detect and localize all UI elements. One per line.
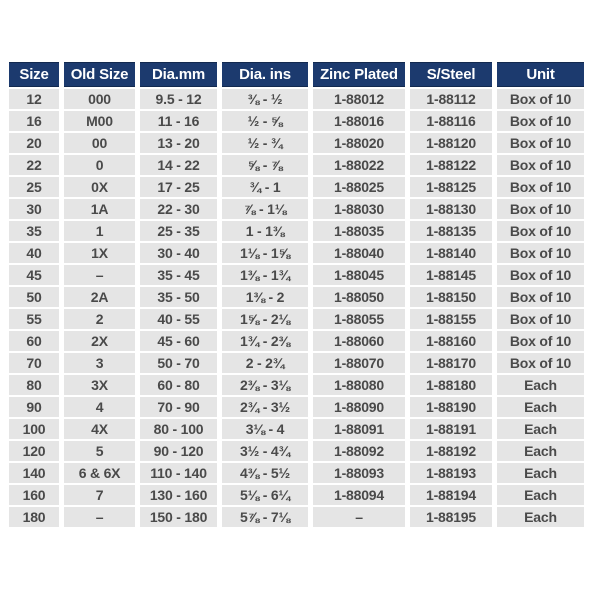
table-cell: 5⅞ - 7⅛ <box>222 507 308 527</box>
table-cell: 80 <box>9 375 59 395</box>
table-cell: Each <box>497 441 584 461</box>
table-cell: 1¾ - 2⅜ <box>222 331 308 351</box>
table-cell: 1-88125 <box>410 177 492 197</box>
table-cell: 6 & 6X <box>64 463 135 483</box>
table-cell: 4 <box>64 397 135 417</box>
table-cell: 1-88091 <box>313 419 405 439</box>
table-cell: 22 <box>9 155 59 175</box>
table-cell: 40 <box>9 243 59 263</box>
table-cell: 1-88122 <box>410 155 492 175</box>
table-cell: 0X <box>64 177 135 197</box>
table-cell: 1-88170 <box>410 353 492 373</box>
table-cell: 80 - 100 <box>140 419 217 439</box>
table-cell: 30 - 40 <box>140 243 217 263</box>
table-cell: ⅞ - 1⅛ <box>222 199 308 219</box>
table-cell: 35 <box>9 221 59 241</box>
table-cell: Box of 10 <box>497 309 584 329</box>
table-cell: 1-88060 <box>313 331 405 351</box>
table-cell: 70 - 90 <box>140 397 217 417</box>
table-row <box>9 133 584 153</box>
table-cell: 70 <box>9 353 59 373</box>
table-row <box>9 441 584 461</box>
table-cell: 2 <box>64 309 135 329</box>
table-cell: 150 - 180 <box>140 507 217 527</box>
table-cell: 1-88080 <box>313 375 405 395</box>
column-header: Dia. ins <box>222 62 308 87</box>
table-cell: 1-88012 <box>313 89 405 109</box>
table-cell: 1-88016 <box>313 111 405 131</box>
table-row <box>9 89 584 109</box>
table-row <box>9 221 584 241</box>
table-cell: ⅜ - ½ <box>222 89 308 109</box>
table-cell: 5⅛ - 6¼ <box>222 485 308 505</box>
table-cell: 30 <box>9 199 59 219</box>
table-row <box>9 485 584 505</box>
table-cell: 1-88070 <box>313 353 405 373</box>
hose-clip-size-table <box>4 60 589 529</box>
table-cell: 3½ - 4¾ <box>222 441 308 461</box>
table-row <box>9 463 584 483</box>
table-cell: 1-88135 <box>410 221 492 241</box>
table-cell: 35 - 45 <box>140 265 217 285</box>
table-cell: Each <box>497 419 584 439</box>
table-row <box>9 199 584 219</box>
table-cell: Box of 10 <box>497 243 584 263</box>
table-row <box>9 177 584 197</box>
table-cell: M00 <box>64 111 135 131</box>
table-cell: Box of 10 <box>497 265 584 285</box>
table-row <box>9 111 584 131</box>
table-cell: 1-88194 <box>410 485 492 505</box>
table-cell: 20 <box>9 133 59 153</box>
table-cell: 1 <box>64 221 135 241</box>
table-row <box>9 353 584 373</box>
table-row <box>9 155 584 175</box>
table-cell: 1-88160 <box>410 331 492 351</box>
table-cell: 1-88035 <box>313 221 405 241</box>
table-cell: 1-88195 <box>410 507 492 527</box>
table-row <box>9 375 584 395</box>
table-cell: 1-88092 <box>313 441 405 461</box>
table-cell: 1-88050 <box>313 287 405 307</box>
table-cell: 1-88025 <box>313 177 405 197</box>
table-cell: 25 - 35 <box>140 221 217 241</box>
table-cell: 35 - 50 <box>140 287 217 307</box>
table-cell: 1⅜ - 1¾ <box>222 265 308 285</box>
table-cell: Each <box>497 375 584 395</box>
table-cell: 1-88022 <box>313 155 405 175</box>
table-cell: 120 <box>9 441 59 461</box>
table-cell: 5 <box>64 441 135 461</box>
table-cell: 0 <box>64 155 135 175</box>
table-cell: 1-88112 <box>410 89 492 109</box>
table-cell: 50 <box>9 287 59 307</box>
table-cell: 4⅜ - 5½ <box>222 463 308 483</box>
table-cell: 1-88030 <box>313 199 405 219</box>
table-cell: Box of 10 <box>497 133 584 153</box>
table-cell: 11 - 16 <box>140 111 217 131</box>
table-row <box>9 309 584 329</box>
table-cell: 1A <box>64 199 135 219</box>
table-cell: 12 <box>9 89 59 109</box>
table-cell: Each <box>497 507 584 527</box>
table-cell: 2A <box>64 287 135 307</box>
table-cell: 1⅜ - 2 <box>222 287 308 307</box>
table-cell: 1-88045 <box>313 265 405 285</box>
table-cell: 90 - 120 <box>140 441 217 461</box>
table-cell: 14 - 22 <box>140 155 217 175</box>
table-cell: Box of 10 <box>497 89 584 109</box>
table-cell: 45 <box>9 265 59 285</box>
table-cell: 1 - 1⅜ <box>222 221 308 241</box>
table-cell: 55 <box>9 309 59 329</box>
table-cell: Each <box>497 463 584 483</box>
table-cell: Box of 10 <box>497 331 584 351</box>
table-row <box>9 507 584 527</box>
table-cell: 2⅜ - 3⅛ <box>222 375 308 395</box>
table-cell: 160 <box>9 485 59 505</box>
table-cell: 50 - 70 <box>140 353 217 373</box>
table-cell: – <box>64 507 135 527</box>
table-cell: Each <box>497 485 584 505</box>
table-cell: 2 - 2¾ <box>222 353 308 373</box>
table-cell: 1-88094 <box>313 485 405 505</box>
table-row <box>9 243 584 263</box>
table-cell: 1-88190 <box>410 397 492 417</box>
table-cell: 140 <box>9 463 59 483</box>
table-cell: Each <box>497 397 584 417</box>
table-cell: Box of 10 <box>497 111 584 131</box>
table-cell: 7 <box>64 485 135 505</box>
table-cell: 100 <box>9 419 59 439</box>
table-cell: 1-88090 <box>313 397 405 417</box>
table-row <box>9 419 584 439</box>
table-cell: 1-88040 <box>313 243 405 263</box>
table-cell: 1-88180 <box>410 375 492 395</box>
table-cell: 1-88120 <box>410 133 492 153</box>
table-cell: 17 - 25 <box>140 177 217 197</box>
column-header: S/Steel <box>410 62 492 87</box>
table-cell: 1⅝ - 2⅛ <box>222 309 308 329</box>
table-cell: Box of 10 <box>497 155 584 175</box>
column-header: Old Size <box>64 62 135 87</box>
table-cell: 60 - 80 <box>140 375 217 395</box>
table-cell: 2X <box>64 331 135 351</box>
table-cell: 16 <box>9 111 59 131</box>
table-cell: ½ - ⅝ <box>222 111 308 131</box>
header-row <box>9 62 584 87</box>
table-cell: 13 - 20 <box>140 133 217 153</box>
table-cell: Box of 10 <box>497 353 584 373</box>
table-cell: 1-88116 <box>410 111 492 131</box>
table-cell: 1⅛ - 1⅝ <box>222 243 308 263</box>
column-header: Dia.mm <box>140 62 217 87</box>
table-cell: 25 <box>9 177 59 197</box>
table-cell: 180 <box>9 507 59 527</box>
table-cell: ⅝ - ⅞ <box>222 155 308 175</box>
column-header: Zinc Plated <box>313 62 405 87</box>
table-cell: 1-88093 <box>313 463 405 483</box>
table-cell: 3⅛ - 4 <box>222 419 308 439</box>
table-cell: 40 - 55 <box>140 309 217 329</box>
table-cell: 2¾ - 3½ <box>222 397 308 417</box>
table-cell: 22 - 30 <box>140 199 217 219</box>
table-cell: Box of 10 <box>497 221 584 241</box>
table-cell: 4X <box>64 419 135 439</box>
table-cell: 3X <box>64 375 135 395</box>
table-cell: 00 <box>64 133 135 153</box>
table-cell: – <box>64 265 135 285</box>
table-cell: – <box>313 507 405 527</box>
table-cell: Box of 10 <box>497 177 584 197</box>
table-cell: 60 <box>9 331 59 351</box>
table-cell: 9.5 - 12 <box>140 89 217 109</box>
table-cell: 1-88191 <box>410 419 492 439</box>
table-cell: 1-88020 <box>313 133 405 153</box>
column-header: Unit <box>497 62 584 87</box>
table-cell: 1-88155 <box>410 309 492 329</box>
table-row <box>9 287 584 307</box>
table-row <box>9 265 584 285</box>
table-cell: 1-88055 <box>313 309 405 329</box>
table-cell: 1-88130 <box>410 199 492 219</box>
table-cell: ¾ - 1 <box>222 177 308 197</box>
table-row <box>9 397 584 417</box>
table-cell: 110 - 140 <box>140 463 217 483</box>
table-cell: 1-88193 <box>410 463 492 483</box>
table-cell: 1X <box>64 243 135 263</box>
column-header: Size <box>9 62 59 87</box>
table-cell: 1-88192 <box>410 441 492 461</box>
table-cell: Box of 10 <box>497 287 584 307</box>
table-cell: Box of 10 <box>497 199 584 219</box>
table-cell: 1-88140 <box>410 243 492 263</box>
table-cell: 3 <box>64 353 135 373</box>
table-row <box>9 331 584 351</box>
table-cell: ½ - ¾ <box>222 133 308 153</box>
table-cell: 1-88150 <box>410 287 492 307</box>
table-cell: 1-88145 <box>410 265 492 285</box>
table-cell: 000 <box>64 89 135 109</box>
table-cell: 45 - 60 <box>140 331 217 351</box>
table-body <box>9 89 584 527</box>
table-cell: 90 <box>9 397 59 417</box>
table-cell: 130 - 160 <box>140 485 217 505</box>
